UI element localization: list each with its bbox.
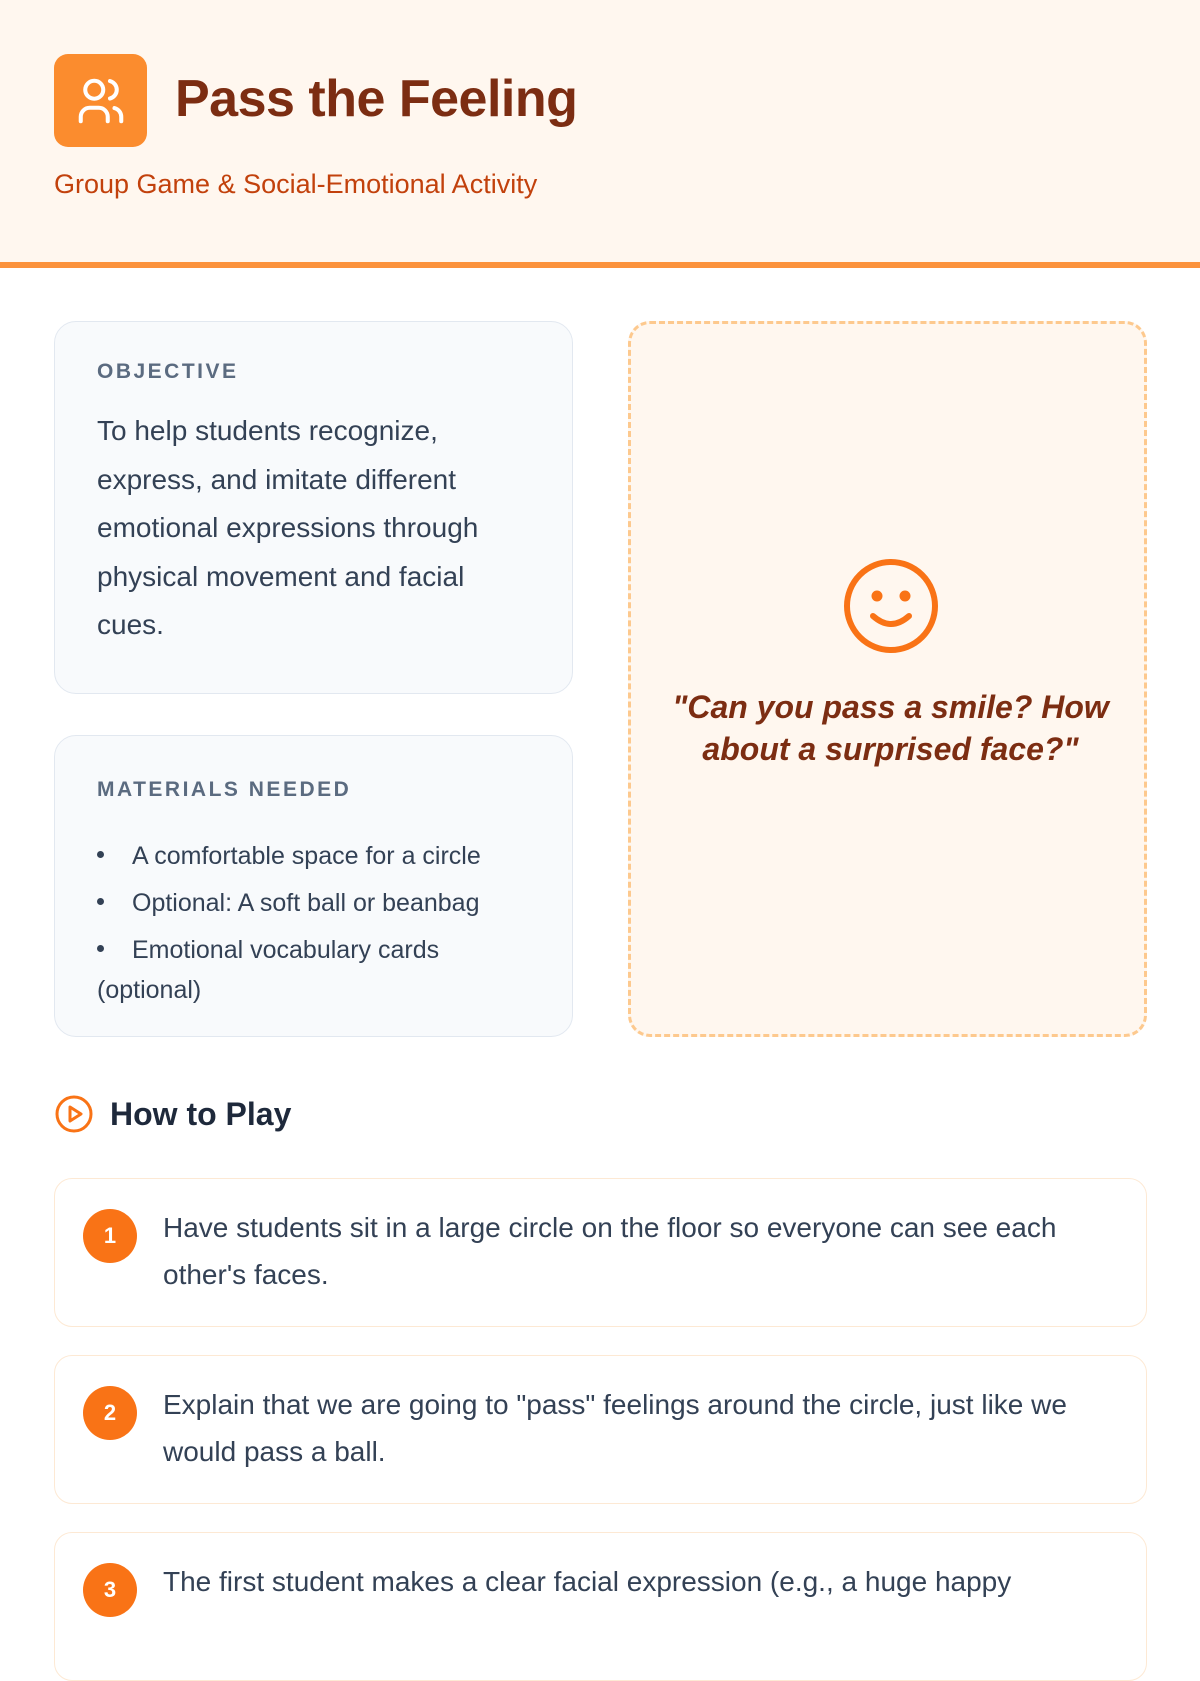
step-number-badge: 1: [83, 1209, 137, 1263]
materials-label: MATERIALS NEEDED: [97, 778, 352, 801]
users-icon: [54, 54, 147, 147]
step-text: Explain that we are going to "pass" feelings around the circle, just like we would pass a ball.: [163, 1389, 1067, 1467]
quote-panel: [628, 321, 1147, 1037]
list-item: A comfortable space for a circle: [97, 836, 537, 876]
how-to-play-label: How to Play: [110, 1095, 292, 1132]
bullet-icon: [97, 945, 104, 952]
play-circle-icon: [54, 1094, 94, 1134]
list-item: Emotional vocabulary cards (optional): [97, 936, 440, 1004]
page-subtitle: Group Game & Social-Emotional Activity: [54, 169, 538, 199]
step-text: Have students sit in a large circle on the floor so everyone can see each other's faces.: [163, 1212, 1057, 1290]
objective-card: [54, 321, 573, 694]
objective-text: To help students recognize, express, and imitate different emotional expressions through physical movement and facial cues.: [97, 415, 479, 640]
step-card: [54, 1355, 1147, 1504]
step-card: [54, 1178, 1147, 1327]
how-to-play-heading: [54, 1092, 291, 1136]
step-number-badge: 3: [83, 1563, 137, 1617]
step-card: [54, 1532, 1147, 1681]
materials-card: [54, 735, 573, 1037]
page-header: [0, 0, 1200, 268]
step-text: The first student makes a clear facial expression (e.g., a huge happy: [163, 1566, 1012, 1597]
page-title: Pass the Feeling: [175, 70, 578, 128]
quote-text: "Can you pass a smile? How about a surprised face?": [672, 689, 1109, 767]
bullet-icon: [97, 898, 104, 905]
smile-icon: [841, 556, 941, 656]
step-number-badge: 2: [83, 1386, 137, 1440]
materials-list: [97, 836, 537, 1017]
list-item: Optional: A soft ball or beanbag: [97, 883, 537, 923]
objective-label: OBJECTIVE: [97, 360, 239, 383]
bullet-icon: [97, 851, 104, 858]
